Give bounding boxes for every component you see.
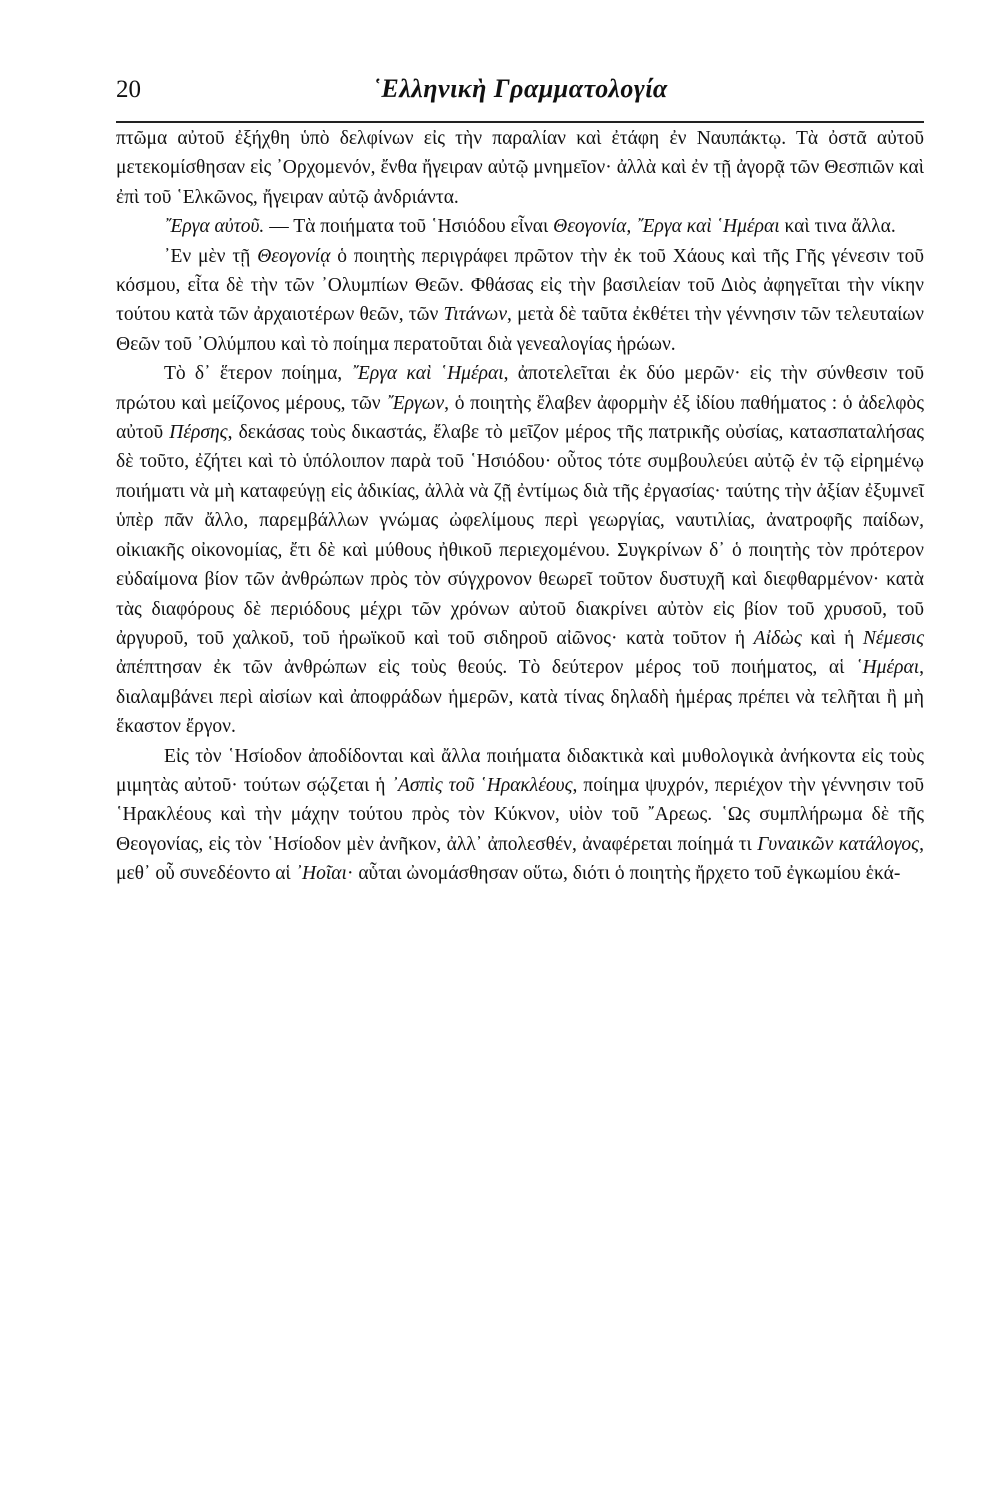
- page-number: 20: [116, 76, 141, 103]
- paragraph-works-and-days: Τὸ δ᾿ ἕτερον ποίημα, ῎Εργα καὶ ῾Ημέραι, ἀποτελεῖται ἐκ δύο μερῶν· εἰς τὴν σύνθεσιν τοῦ πρώτου καὶ μείζονος μέρους, τῶν ῎Εργων, ὁ ποιητὴς ἔλαβεν ἀφορμὴν ἐξ ἰδίου παθήματος : ὁ ἀδελφὸς αὐτοῦ Πέρσης, δεκάσας τοὺς δικαστάς, ἔλαβε τὸ μεῖζον μέρος τῆς πατρικῆς οὐσίας, κατασπαταλήσας δὲ τοῦτο, ἐζήτει καὶ τὸ ὑπόλοιπον παρὰ τοῦ ῾Ησιόδου· οὗτος τότε συμβουλεύει αὐτῷ ἐν τῷ εἰρημένῳ ποιήματι νὰ μὴ καταφεύγῃ εἰς ἀδικίας, ἀλλὰ νὰ ζῇ ἐντίμως διὰ τῆς ἐργασίας· ταύτης τὴν ἀξίαν ἐξυμνεῖ ὑπὲρ πᾶν ἄλλο, παρεμβάλλων γνώμας ὠφελίμους περὶ γεωργίας, ναυτιλίας, ἀνατροφῆς παίδων, οἰκιακῆς οἰκονομίας, ἔτι δὲ καὶ μύθους ἠθικοῦ περιεχομένου. Συγκρίνων δ᾿ ὁ ποιητὴς τὸν πρότερον εὐδαίμονα βίον τῶν ἀνθρώπων πρὸς τὸν σύγχρονον θεωρεῖ τοῦτον δυστυχῆ καὶ διεφθαρμένον· κατὰ τὰς διαφόρους δὲ περιόδους μέχρι τῶν χρόνων αὐτοῦ διακρίνει αὐτὸν εἰς βίον τοῦ χρυσοῦ, τοῦ ἀργυροῦ, τοῦ χαλκοῦ, τοῦ ἡρωϊκοῦ καὶ τοῦ σιδηροῦ αἰῶνος· κατὰ τοῦτον ἡ Αἰδὼς καὶ ἡ Νέμεσις ἀπέπτησαν ἐκ τῶν ἀνθρώπων εἰς τοὺς θεούς. Τὸ δεύτερον μέρος τοῦ ποιήματος, αἱ ῾Ημέραι, διαλαμβάνει περὶ αἰσίων καὶ ἀποφράδων ἡμερῶν, κατὰ τίνας δηλαδὴ ἡμέρας πρέπει νὰ τελῆται ἢ μὴ ἕκαστον ἔργον.: [116, 363, 925, 738]
- body-text: [116, 124, 924, 889]
- section-heading-works: ῎Εργα αὐτοῦ.: [164, 216, 265, 238]
- running-title: ῾Ελληνικὴ Γραμματολογία: [372, 74, 668, 103]
- header-rule: [116, 121, 924, 123]
- paragraph-other-poems: Εἰς τὸν ῾Ησίοδον ἀποδίδονται καὶ ἄλλα ποιήματα διδακτικὰ καὶ μυθολογικὰ ἀνήκοντα εἰς τοὺς μιμητὰς αὐτοῦ· τούτων σῴζεται ἡ ᾿Ασπὶς τοῦ ῾Ηρακλέους, ποίημα ψυχρόν, περιέχον τὴν γέννησιν τοῦ ῾Ηρακλέους καὶ τὴν μάχην τούτου πρὸς τὸν Κύκνον, υἱὸν τοῦ ῎Αρεως. ῾Ως συμπλήρωμα δὲ τῆς Θεογονίας, εἰς τὸν ῾Ησίοδον μὲν ἀνῆκον, ἀλλ᾿ ἀπολεσθέν, ἀναφέρεται ποίημά τι Γυναικῶν κατάλογος, μεθ᾿ οὗ συνεδέοντο αἱ ᾿Ηοῖαι· αὗται ὠνομάσθησαν οὕτω, διότι ὁ ποιητὴς ἤρχετο τοῦ ἐγκωμίου ἑκά-: [116, 745, 924, 885]
- paragraph-works: ῎Εργα αὐτοῦ. — Τὰ ποιήματα τοῦ ῾Ησιόδου εἶναι Θεογονία, ῎Εργα καὶ ῾Ημέραι καὶ τινα ἄλλα.: [164, 216, 896, 238]
- paragraph-theogony: ᾿Εν μὲν τῇ Θεογονίᾳ ὁ ποιητὴς περιγράφει πρῶτον τὴν ἐκ τοῦ Χάους καὶ τῆς Γῆς γένεσιν τοῦ κόσμου, εἶτα δὲ τὴν τῶν ᾿Ολυμπίων Θεῶν. Φθάσας εἰς τὴν βασιλείαν τοῦ Διὸς ἀφηγεῖται τὴν νίκην τούτου κατὰ τῶν ἀρχαιοτέρων θεῶν, τῶν Τιτάνων, μετὰ δὲ ταῦτα ἐκθέτει τὴν γέννησιν τῶν τελευταίων Θεῶν τοῦ ᾿Ολύμπου καὶ τὸ ποίημα περατοῦται διὰ γενεαλογίας ἡρώων.: [116, 245, 925, 355]
- paragraph-continuation: πτῶμα αὐτοῦ ἐξήχθη ὑπὸ δελφίνων εἰς τὴν παραλίαν καὶ ἐτάφη ἐν Ναυπάκτῳ. Τὰ ὀστᾶ αὐτοῦ μετεκομίσθησαν εἰς ᾿Ορχομενόν, ἔνθα ἤγειραν αὐτῷ μνημεῖον· ἀλλὰ καὶ ἐν τῇ ἀγορᾷ τῶν Θεσπιῶν καὶ ἐπὶ τοῦ ῾Ελκῶνος, ἤγειραν αὐτῷ ἀνδριάντα.: [116, 128, 924, 208]
- page-header: [116, 72, 924, 116]
